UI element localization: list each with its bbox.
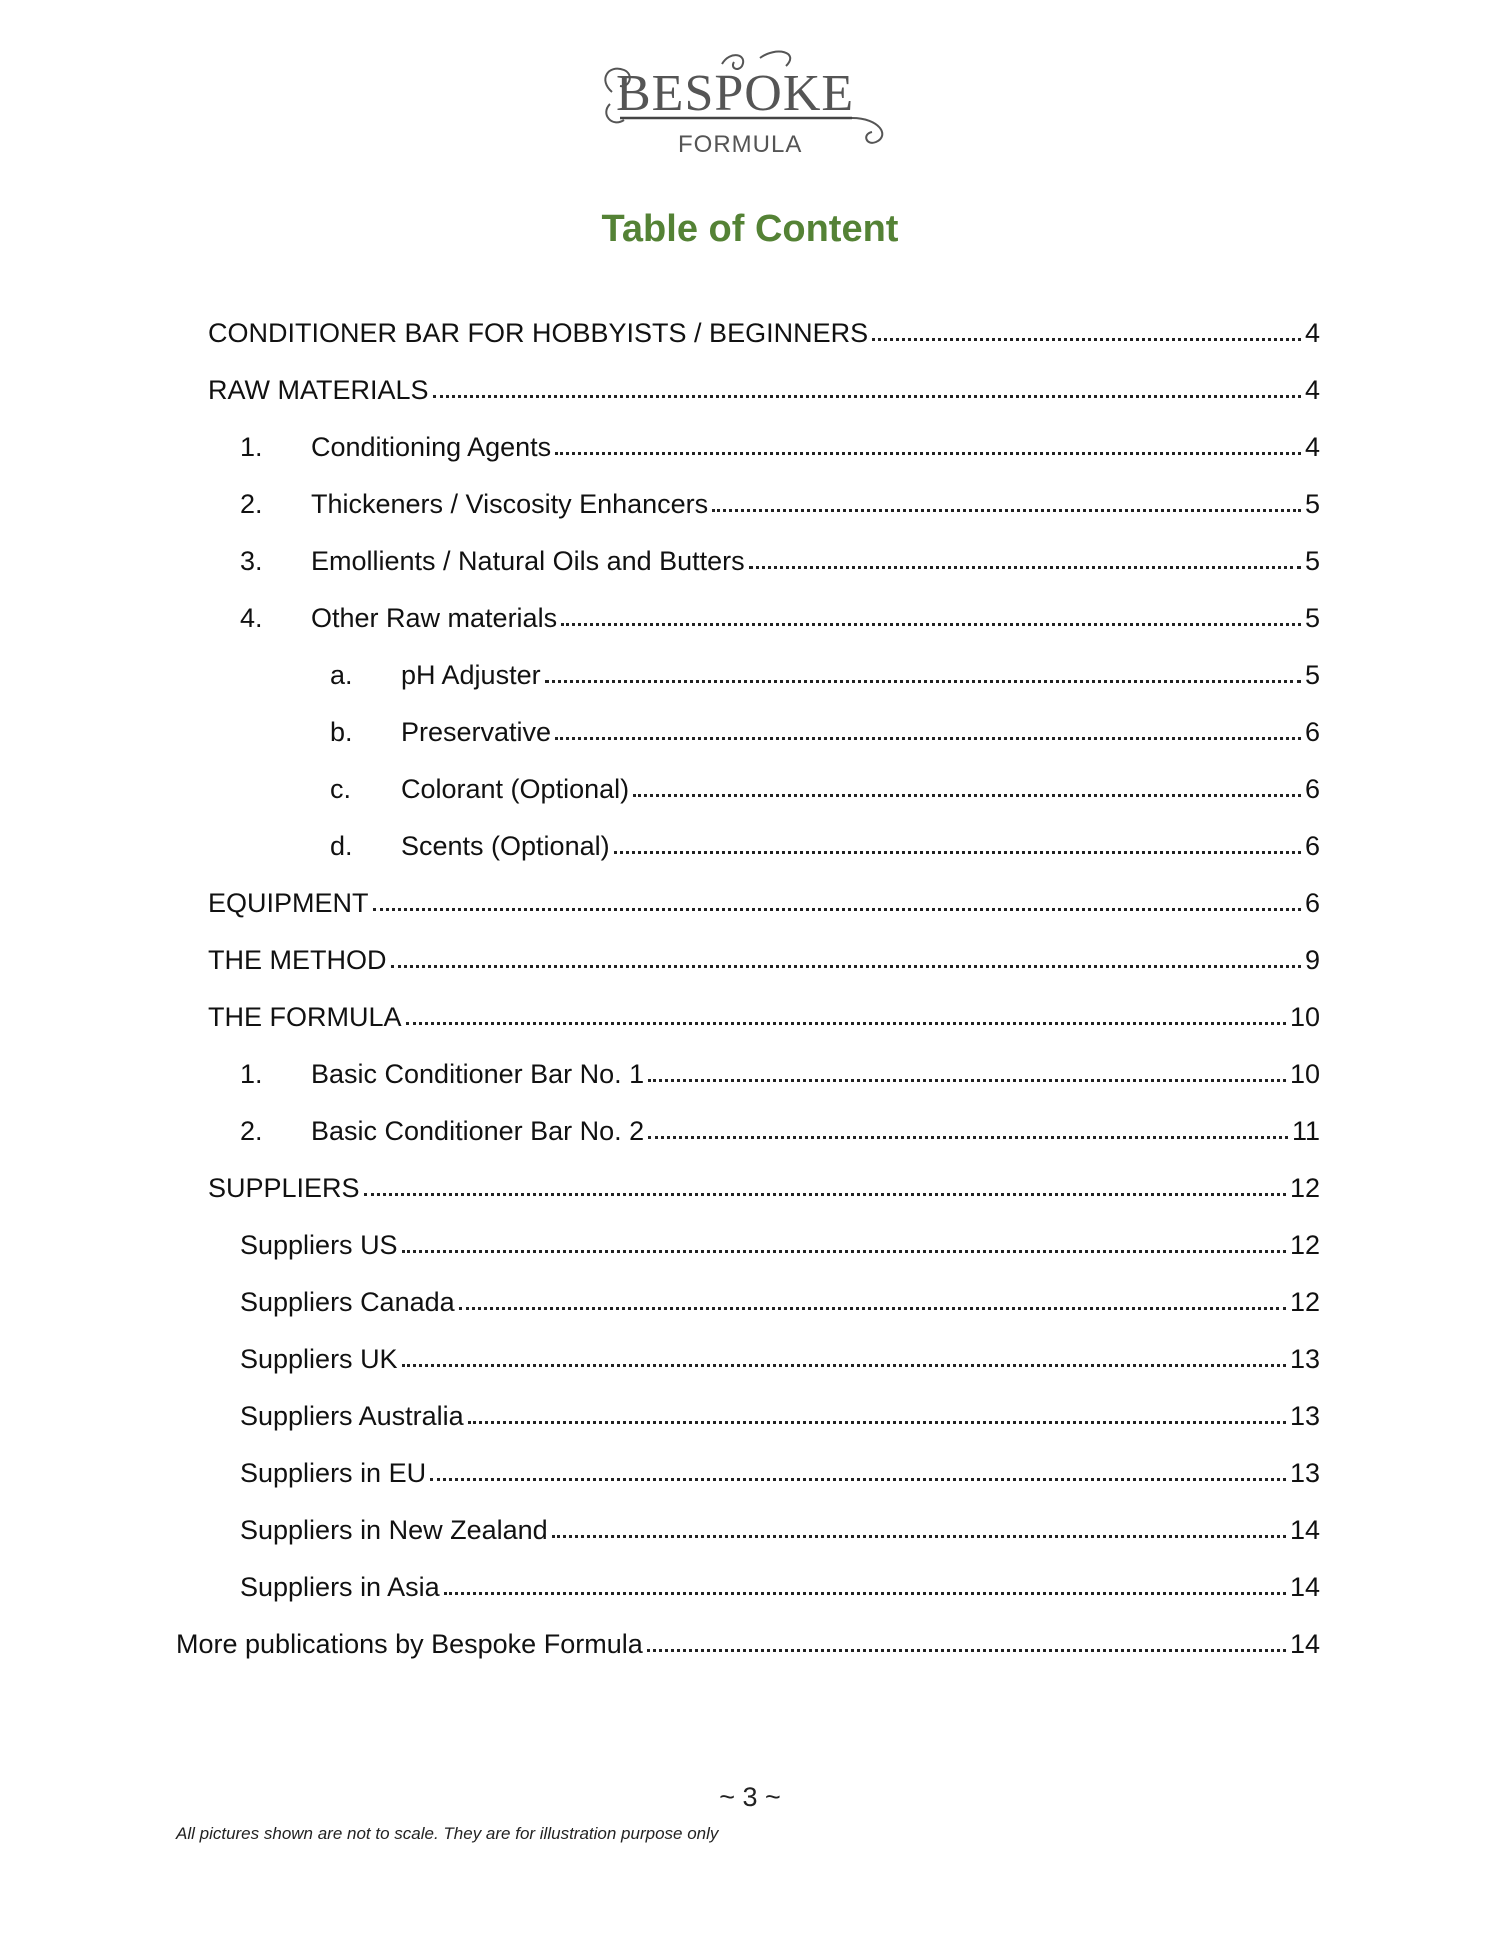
toc-entry-page: 12 bbox=[1289, 1230, 1320, 1260]
page-number: ~ 3 ~ bbox=[719, 1782, 781, 1812]
toc-entry[interactable] bbox=[330, 766, 1320, 806]
toc-entry-label: Suppliers Australia bbox=[240, 1401, 464, 1431]
toc-dot-leader bbox=[648, 1135, 1288, 1139]
toc-entry-number: 2. bbox=[240, 1116, 263, 1146]
toc-entry-label: Colorant (Optional) bbox=[401, 774, 630, 804]
toc-entry[interactable] bbox=[208, 994, 1320, 1034]
toc-entry-number: c. bbox=[330, 774, 352, 804]
toc-entry-page: 12 bbox=[1289, 1287, 1320, 1317]
toc-entry-page: 4 bbox=[1304, 375, 1320, 405]
toc-entry-label: RAW MATERIALS bbox=[208, 375, 429, 405]
toc-entry-page: 10 bbox=[1289, 1002, 1320, 1032]
toc-entry-page: 12 bbox=[1289, 1173, 1320, 1203]
toc-entry-number: 3. bbox=[240, 546, 263, 576]
toc-entry-page: 6 bbox=[1304, 831, 1320, 861]
toc-entry-page: 6 bbox=[1304, 717, 1320, 747]
toc-entry-number: d. bbox=[330, 831, 353, 861]
toc-entry-label: Suppliers in New Zealand bbox=[240, 1515, 548, 1545]
toc-entry-page: 14 bbox=[1289, 1629, 1320, 1659]
toc-entry[interactable] bbox=[208, 880, 1320, 920]
toc-entry-label: Suppliers US bbox=[240, 1230, 398, 1260]
toc-entry-page: 14 bbox=[1289, 1572, 1320, 1602]
toc-dot-leader bbox=[633, 793, 1301, 797]
toc-entry-label: Suppliers UK bbox=[240, 1344, 398, 1374]
toc-dot-leader bbox=[406, 1021, 1286, 1025]
toc-entry-label: Thickeners / Viscosity Enhancers bbox=[311, 489, 709, 519]
toc-dot-leader bbox=[433, 394, 1301, 398]
toc-entry-page: 4 bbox=[1304, 318, 1320, 348]
toc-entry-label: More publications by Bespoke Formula bbox=[176, 1629, 643, 1659]
toc-entry[interactable] bbox=[240, 1279, 1320, 1319]
toc-entry-page: 13 bbox=[1289, 1344, 1320, 1374]
toc-entry-label: EQUIPMENT bbox=[208, 888, 369, 918]
page-title: Table of Content bbox=[601, 208, 899, 250]
toc-entry-page: 13 bbox=[1289, 1458, 1320, 1488]
toc-dot-leader bbox=[468, 1420, 1286, 1424]
toc-entry-page: 6 bbox=[1304, 888, 1320, 918]
toc-entry-label: Other Raw materials bbox=[311, 603, 558, 633]
toc-entry-number: a. bbox=[330, 660, 353, 690]
toc-dot-leader bbox=[614, 850, 1301, 854]
toc-dot-leader bbox=[391, 964, 1301, 968]
toc-entry-number: 1. bbox=[240, 1059, 263, 1089]
toc-entry-label: Emollients / Natural Oils and Butters bbox=[311, 546, 745, 576]
toc-dot-leader bbox=[402, 1363, 1286, 1367]
footer-note: All pictures shown are not to scale. They are for illustration purpose only bbox=[176, 1824, 719, 1843]
toc-entry-label: SUPPLIERS bbox=[208, 1173, 360, 1203]
toc-dot-leader bbox=[872, 337, 1301, 341]
toc-dot-leader bbox=[459, 1306, 1286, 1310]
toc-entry[interactable] bbox=[330, 652, 1320, 692]
toc-entry[interactable] bbox=[330, 709, 1320, 749]
toc-entry-label: Suppliers in Asia bbox=[240, 1572, 440, 1602]
logo-bespoke-text: BESPOKE bbox=[616, 65, 855, 122]
toc-entry[interactable] bbox=[208, 367, 1320, 407]
toc-dot-leader bbox=[373, 907, 1301, 911]
toc-dot-leader bbox=[555, 451, 1301, 455]
toc-entry-number: b. bbox=[330, 717, 353, 747]
toc-dot-leader bbox=[444, 1591, 1286, 1595]
toc-dot-leader bbox=[364, 1192, 1286, 1196]
toc-entry-label: Preservative bbox=[401, 717, 552, 747]
logo-formula-text: FORMULA bbox=[678, 131, 803, 158]
toc-entry[interactable] bbox=[208, 937, 1320, 977]
toc-entry-label: Scents (Optional) bbox=[401, 831, 610, 861]
toc-entry[interactable] bbox=[240, 424, 1320, 464]
toc-entry[interactable] bbox=[208, 310, 1320, 350]
toc-entry-label: pH Adjuster bbox=[401, 660, 541, 690]
toc-entry[interactable] bbox=[240, 1450, 1320, 1490]
toc-dot-leader bbox=[749, 565, 1301, 569]
toc-entry[interactable] bbox=[240, 1051, 1320, 1091]
toc-entry-label: Conditioning Agents bbox=[311, 432, 552, 462]
toc-entry[interactable] bbox=[240, 1507, 1320, 1547]
toc-entry-page: 9 bbox=[1304, 945, 1320, 975]
toc-entry-label: THE METHOD bbox=[208, 945, 387, 975]
toc-entry-page: 6 bbox=[1304, 774, 1320, 804]
toc-entry-page: 5 bbox=[1304, 489, 1320, 519]
toc-entry-number: 2. bbox=[240, 489, 263, 519]
toc-dot-leader bbox=[430, 1477, 1286, 1481]
toc-entry[interactable] bbox=[176, 1621, 1320, 1661]
toc-entry-label: Suppliers Canada bbox=[240, 1287, 455, 1317]
toc-dot-leader bbox=[648, 1078, 1286, 1082]
toc-entry[interactable] bbox=[240, 1108, 1320, 1148]
toc-entry-page: 11 bbox=[1291, 1116, 1320, 1146]
toc-entry-page: 5 bbox=[1304, 546, 1320, 576]
toc-entry[interactable] bbox=[208, 1165, 1320, 1205]
toc-dot-leader bbox=[402, 1249, 1286, 1253]
toc-entry-label: Basic Conditioner Bar No. 1 bbox=[311, 1059, 645, 1089]
toc-dot-leader bbox=[555, 736, 1301, 740]
toc-entry[interactable] bbox=[240, 1336, 1320, 1376]
toc-entry-label: Suppliers in EU bbox=[240, 1458, 427, 1488]
toc-entry-page: 5 bbox=[1304, 603, 1320, 633]
toc-dot-leader bbox=[712, 508, 1301, 512]
toc-entry[interactable] bbox=[240, 1222, 1320, 1262]
toc-entry[interactable] bbox=[240, 595, 1320, 635]
toc-entry[interactable] bbox=[240, 1564, 1320, 1604]
toc-entry[interactable] bbox=[330, 823, 1320, 863]
toc-entry[interactable] bbox=[240, 1393, 1320, 1433]
toc-entry[interactable] bbox=[240, 481, 1320, 521]
toc-entry-label: THE FORMULA bbox=[208, 1002, 402, 1032]
toc-entry-page: 13 bbox=[1289, 1401, 1320, 1431]
toc-entry-page: 5 bbox=[1304, 660, 1320, 690]
toc-entry-page: 4 bbox=[1304, 432, 1320, 462]
toc-entry[interactable] bbox=[240, 538, 1320, 578]
bespoke-formula-logo bbox=[590, 44, 910, 164]
toc-entry-page: 10 bbox=[1289, 1059, 1320, 1089]
toc-entry-page: 14 bbox=[1289, 1515, 1320, 1545]
toc-entry-number: 4. bbox=[240, 603, 263, 633]
toc-dot-leader bbox=[545, 679, 1301, 683]
toc-entry-label: Basic Conditioner Bar No. 2 bbox=[311, 1116, 645, 1146]
toc-dot-leader bbox=[561, 622, 1301, 626]
toc-dot-leader bbox=[552, 1534, 1286, 1538]
toc-dot-leader bbox=[647, 1648, 1286, 1652]
toc-entry-label: CONDITIONER BAR FOR HOBBYISTS / BEGINNERS bbox=[208, 318, 869, 348]
toc-entry-number: 1. bbox=[240, 432, 263, 462]
